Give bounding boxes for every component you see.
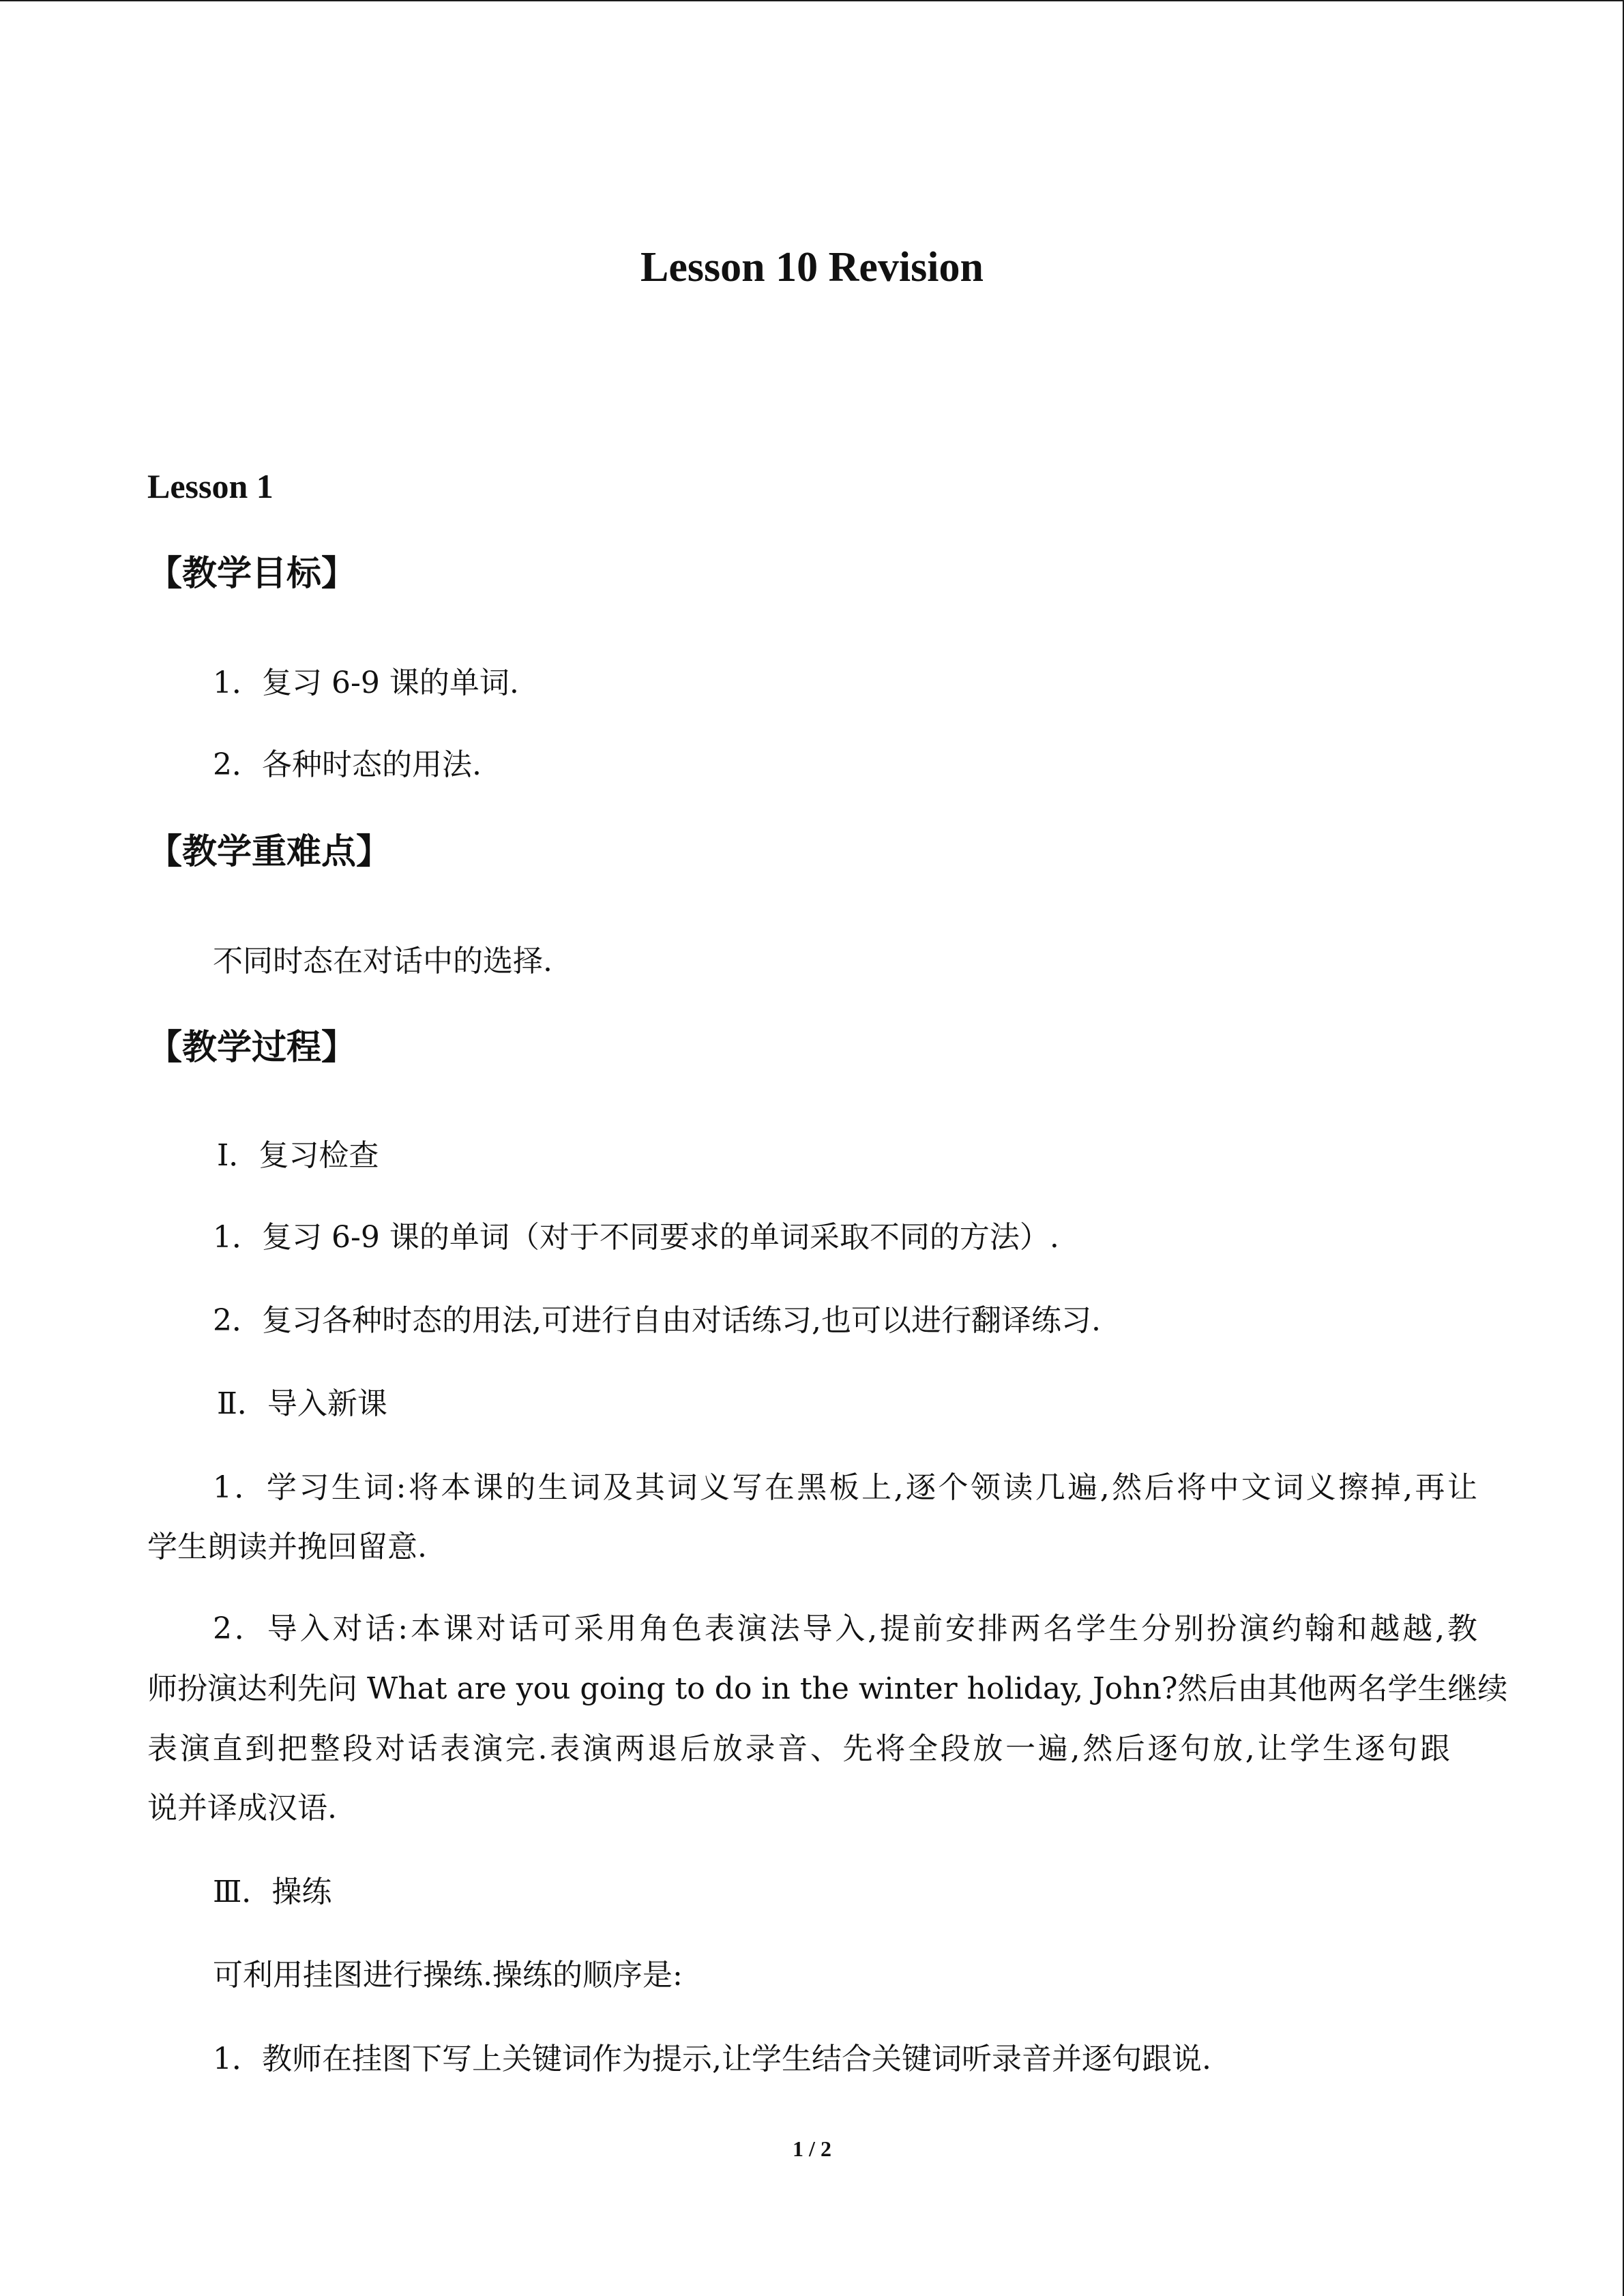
process-item: 1．复习 6-9 课的单词（对于不同要求的单词采取不同的方法）. <box>213 1220 1059 1255</box>
objective-item: 2．各种时态的用法. <box>213 747 482 782</box>
key-points-text: 不同时态在对话中的选择. <box>213 944 552 979</box>
process-item: 2．复习各种时态的用法,可进行自由对话练习,也可以进行翻译练习. <box>213 1303 1101 1338</box>
process-paragraph-line: 说并译成汉语. <box>147 1791 337 1825</box>
process-paragraph-line: 师扮演达利先问 What are you going to do in the winter holiday, John?然后由其他两名学生继续 <box>147 1671 1508 1706</box>
objectives-heading: 【教学目标】 <box>147 554 357 594</box>
page-number: 1 / 2 <box>793 2136 831 2161</box>
lesson-label: Lesson 1 <box>147 467 274 505</box>
process-heading: 【教学过程】 <box>147 1028 357 1068</box>
process-paragraph-line: 学生朗读并挽回留意. <box>147 1530 427 1564</box>
process-part-label: Ⅱ．导入新课 <box>217 1386 387 1421</box>
process-part-label: Ⅰ．复习检查 <box>217 1138 379 1173</box>
process-paragraph-line: 表演直到把整段对话表演完.表演两退后放录音、先将全段放一遍,然后逐句放,让学生逐句跟 <box>147 1731 1450 1766</box>
process-item: 1．教师在挂图下写上关键词作为提示,让学生结合关键词听录音并逐句跟说. <box>213 2042 1211 2076</box>
document-title: Lesson 10 Revision <box>640 244 984 290</box>
process-intro: 可利用挂图进行操练.操练的顺序是: <box>213 1958 683 1993</box>
key-points-heading: 【教学重难点】 <box>147 832 392 872</box>
process-paragraph-line: 1．学习生词:将本课的生词及其词义写在黑板上,逐个领读几遍,然后将中文词义擦掉,再让 <box>213 1470 1477 1505</box>
process-paragraph-line: 2．导入对话:本课对话可采用角色表演法导入,提前安排两名学生分别扮演约翰和越越,教 <box>213 1611 1477 1646</box>
process-part-label: Ⅲ．操练 <box>213 1875 332 1909</box>
objective-item: 1．复习 6-9 课的单词. <box>213 666 519 700</box>
